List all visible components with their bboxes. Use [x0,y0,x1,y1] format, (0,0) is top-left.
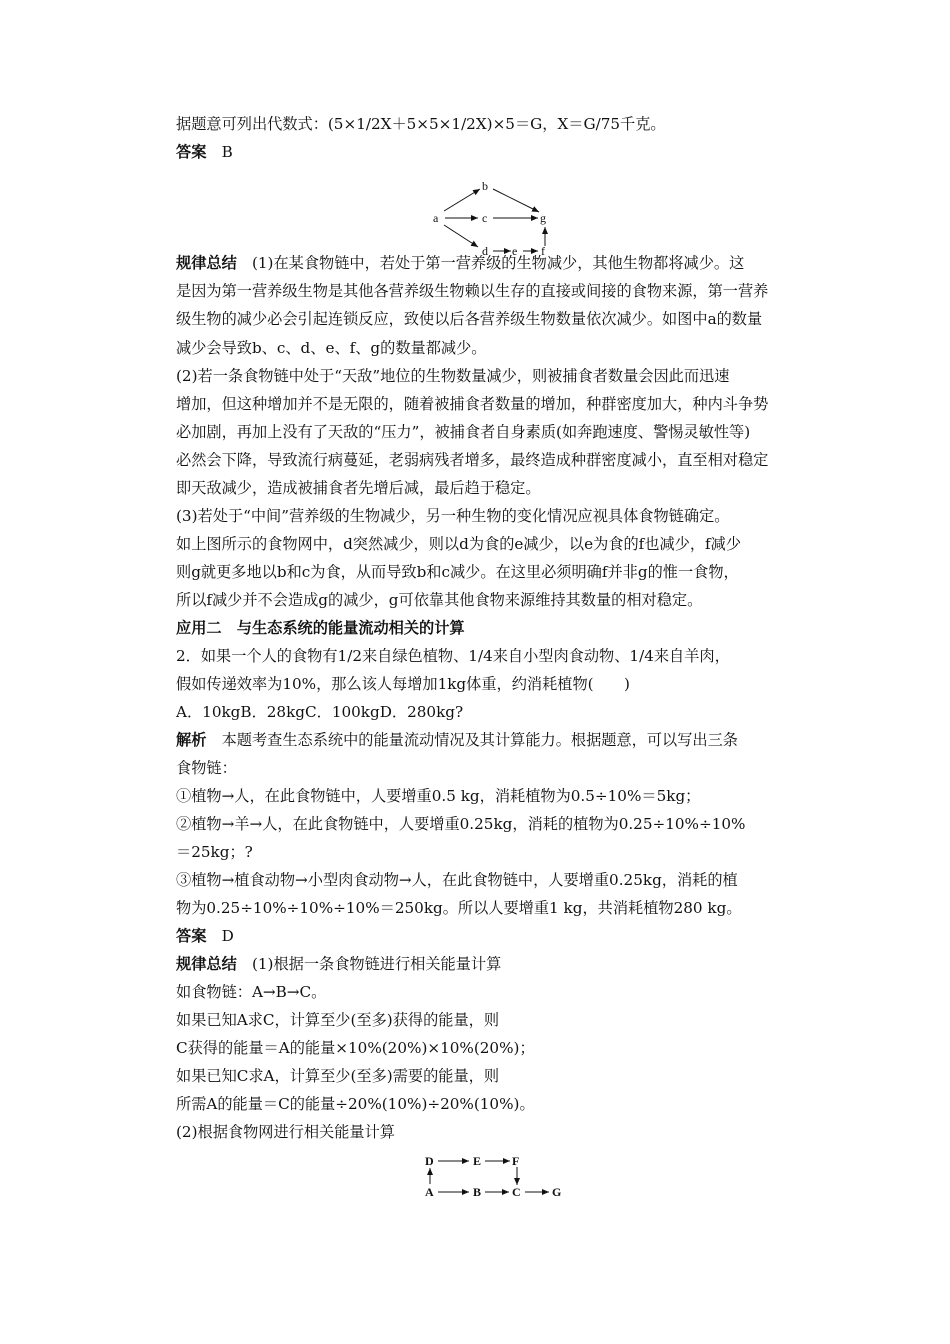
text-line [176,142,233,162]
text-line [176,366,729,386]
line-text: 所以f减少并不会造成g的减少，g可依靠其他食物来源维持其数量的相对稳定。 [176,591,703,609]
text-line [176,114,666,134]
bold-label: 应用二 与生态系统的能量流动相关的计算 [176,619,465,637]
line-text: 据题意可列出代数式：(5×1/2X＋5×5×1/2X)×5＝G，X＝G/75千克。 [176,115,666,133]
line-text: A．10kgB．28kgC．100kgD．280kg? [176,703,464,721]
line-text: 必加剧，再加上没有了天敌的“压力”，被捕食者自身素质(如奔跑速度、警惕灵敏性等) [176,423,751,441]
line-text: ＝25kg；? [176,843,253,861]
line-text: 本题考查生态系统中的能量流动情况及其计算能力。根据题意，可以写出三条 [206,731,738,749]
text-line [176,281,768,301]
line-text: 如食物链：A→B→C。 [176,983,327,1001]
node-g: g [540,211,546,225]
line-text: B [206,143,233,161]
text-line [176,842,253,862]
text-line [176,954,501,974]
node-b: b [482,179,488,193]
line-text: 如果已知C求A，计算至少(至多)需要的能量，则 [176,1067,500,1085]
line-text: D [206,927,234,945]
text-line [176,786,700,806]
line-text: 增加，但这种增加并不是无限的，随着被捕食者数量的增加，种群密度加大，种内斗争势 [176,395,769,413]
text-line [176,590,702,610]
text-line [176,253,744,273]
text-line [176,646,730,666]
line-text: 即天敌减少，造成被捕食者先增后减，最后趋于稳定。 [176,479,541,497]
diagram-2-arrows [430,1161,549,1192]
line-text: 减少会导致b、c、d、e、f、g的数量都减少。 [176,339,487,357]
node-E: E [473,1154,482,1168]
node-a: a [433,211,439,225]
line-text: 如果已知A求C，计算至少(至多)获得的能量，则 [176,1011,500,1029]
line-text: (1)在某食物链中，若处于第一营养级的生物减少，其他生物都将减少。这 [236,254,745,272]
text-line [176,478,541,498]
node-e: e [512,244,518,258]
bold-label: 规律总结 [176,955,237,973]
node-D: D [425,1154,434,1168]
line-text: 必然会下降，导致流行病蔓延，老弱病残者增多，最终造成种群密度减小，直至相对稳定 [176,451,769,469]
text-line [176,506,729,526]
text-line [176,702,463,722]
text-line [176,814,745,834]
text-line [176,982,326,1002]
text-line [176,758,237,778]
text-line [176,562,739,582]
text-line [176,870,738,890]
text-line [176,730,738,750]
text-line [176,534,741,554]
text-line [176,422,750,442]
text-line [176,309,762,329]
node-B: B [473,1185,482,1199]
line-text: ①植物→人，在此食物链中，人要增重0.5 kg，消耗植物为0.5÷10%＝5kg； [176,787,701,805]
bold-label: 解析 [176,731,207,749]
line-text: 如上图所示的食物网中，d突然减少，则以d为食的e减少，以e为食的f也减少，f减少 [176,535,742,553]
line-text: (3)若处于“中间”营养级的生物减少，另一种生物的变化情况应视具体食物链确定。 [176,507,730,525]
text-line [176,1094,535,1114]
line-text: (1)根据一条食物链进行相关能量计算 [236,955,502,973]
line-text: ②植物→羊→人，在此食物链中，人要增重0.25kg，消耗的植物为0.25÷10%÷10% [176,815,746,833]
line-text: 食物链： [176,759,237,777]
bold-label: 规律总结 [176,254,237,272]
node-C: C [512,1185,521,1199]
line-text: C获得的能量＝A的能量×10%(20%)×10%(20%)； [176,1039,535,1057]
bold-label: 答案 [176,927,207,945]
node-F: F [512,1154,520,1168]
node-A: A [425,1185,434,1199]
node-d: d [482,244,488,258]
line-text: 所需A的能量＝C的能量÷20%(10%)÷20%(10%)。 [176,1095,535,1113]
text-line [176,1122,395,1142]
node-f: f [541,244,545,258]
node-c: c [482,211,488,225]
node-G: G [552,1185,562,1199]
line-text: (2)若一条食物链中处于“天敌”地位的生物数量减少，则被捕食者数量会因此而迅速 [176,367,730,385]
bold-label: 答案 [176,143,207,161]
line-text: 是因为第一营养级生物是其他各营养级生物赖以生存的直接或间接的食物来源，第一营养 [176,282,769,300]
text-line [176,674,630,694]
text-line [176,338,486,358]
text-line [176,1010,499,1030]
text-line [176,1066,499,1086]
line-text: 假如传递效率为10%，那么该人每增加1kg体重，约消耗植物( ) [176,675,630,693]
line-text: 2．如果一个人的食物有1/2来自绿色植物、1/4来自小型肉食动物、1/4来自羊肉， [176,647,730,665]
line-text: 则g就更多地以b和c为食，从而导致b和c减少。在这里必须明确f并非g的惟一食物， [176,563,739,581]
text-line [176,926,234,946]
line-text: 级生物的减少必会引起连锁反应，致使以后各营养级生物数量依次减少。如图中a的数量 [176,310,763,328]
text-line [176,394,768,414]
text-line [176,450,768,470]
line-text: 物为0.25÷10%÷10%÷10%＝250kg。所以人要增重1 kg，共消耗植物280 kg。 [176,899,742,917]
line-text: ③植物→植食动物→小型肉食动物→人，在此食物链中，人要增重0.25kg，消耗的植 [176,871,738,889]
line-text: (2)根据食物网进行相关能量计算 [176,1123,395,1141]
text-line [176,898,742,918]
text-line [176,618,465,638]
text-line [176,1038,535,1058]
diagram-1-arrows [444,189,545,251]
